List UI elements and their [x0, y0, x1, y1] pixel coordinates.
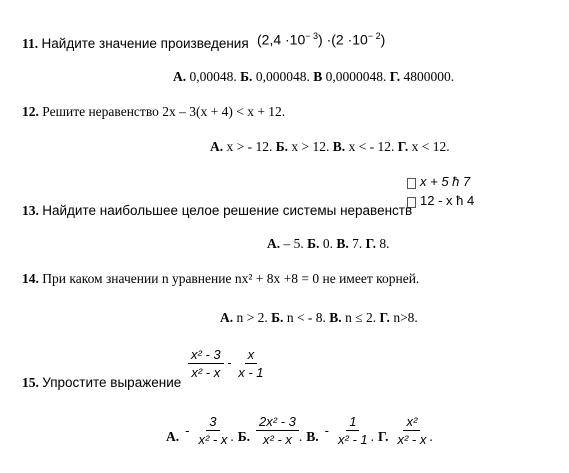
answers-15 [166, 414, 433, 447]
answer-a [166, 414, 234, 447]
answer-a-fraction [185, 414, 230, 447]
answer-value: x > - 12. [226, 139, 273, 154]
answer-letter: Г. [389, 69, 401, 84]
answer-value: 0,000048. [255, 69, 310, 84]
answer-value: x < 12. [411, 139, 450, 154]
answer-d [378, 414, 433, 447]
answer-letter: В. [336, 236, 349, 251]
answer-value: n > 2. [236, 310, 268, 325]
answer-letter: А. [220, 310, 234, 325]
question-number: 11. [22, 36, 39, 51]
fraction-denominator: x - 1 [238, 365, 264, 380]
question-text: Упростите выражение [42, 375, 182, 390]
answer-separator: . [298, 429, 303, 444]
answer-value: n < - 8. [286, 310, 326, 325]
answer-letter: Г. [365, 236, 377, 251]
question-12 [22, 104, 285, 120]
answer-letter: А. [267, 236, 281, 251]
answer-letter: Б. [275, 139, 289, 154]
system-line-2 [407, 193, 474, 209]
answer-sign: - [185, 423, 190, 438]
answer-letter: Б. [307, 236, 320, 251]
fraction-2 [235, 347, 266, 380]
fraction-numerator: 3 [206, 414, 219, 431]
expr-part-a: (2,4 ·10 [257, 31, 306, 48]
question-text: Найдите значение произведения [41, 36, 249, 51]
fraction-denominator: x² - x [198, 432, 228, 447]
answer-letter: В. [306, 429, 319, 444]
simplify-expression [188, 347, 267, 380]
answer-letter: Г. [379, 310, 390, 325]
fraction-numerator: x² [403, 414, 420, 431]
question-13 [22, 203, 412, 219]
minus-sign: - [227, 354, 232, 370]
answer-b-fraction [256, 414, 299, 447]
answer-value: – 5. [283, 236, 304, 251]
answer-letter: Г. [397, 139, 409, 154]
question-text: Решите неравенство 2x – 3(x + 4) < x + 12. [42, 104, 286, 119]
answer-c-fraction [325, 414, 371, 447]
expr-part-mid: ) ·(2 ·10 [318, 31, 368, 48]
answer-letter: Г. [378, 429, 389, 444]
answer-separator: . [370, 429, 374, 444]
question-11 [22, 36, 249, 52]
answer-letter: В. [332, 139, 346, 154]
answer-value: 8. [379, 236, 390, 251]
inequality-system [407, 174, 474, 209]
answer-value: 4800000. [403, 69, 455, 84]
product-expression [257, 31, 385, 48]
question-14 [22, 271, 419, 287]
system-line-1-text: x + 5 ħ 7 [420, 174, 471, 189]
question-number: 13. [22, 203, 39, 218]
answer-d-fraction [394, 414, 429, 447]
question-number: 12. [22, 104, 39, 119]
system-line-1 [407, 174, 474, 190]
answer-letter: А. [210, 139, 224, 154]
answers-12 [210, 139, 450, 155]
answer-value: 0,00048. [189, 69, 237, 84]
answer-letter: Б. [237, 429, 251, 444]
answer-value: x > 12. [291, 139, 330, 154]
fraction-denominator: x² - x [397, 432, 427, 447]
answers-14 [220, 310, 418, 326]
answer-value: 7. [352, 236, 363, 251]
fraction-denominator: x² - 1 [338, 432, 368, 447]
answers-11 [173, 69, 454, 85]
answer-letter: В. [329, 310, 342, 325]
fraction-numerator: 1 [346, 414, 359, 431]
answer-letter: Б. [240, 69, 253, 84]
fraction-numerator: 2x² - 3 [256, 414, 299, 431]
exponent-a: − 3 [305, 31, 319, 41]
fraction-denominator: x² - x [263, 432, 292, 447]
question-number: 15. [22, 375, 39, 390]
answer-value: n ≤ 2. [345, 310, 377, 325]
answer-letter: В [313, 69, 323, 84]
answer-value: x < - 12. [348, 139, 395, 154]
answer-sign: - [324, 423, 329, 438]
fraction-1 [188, 347, 224, 380]
answer-separator: . [230, 429, 234, 444]
answer-value: 0. [322, 236, 333, 251]
answer-c [306, 414, 374, 447]
answer-letter: А. [166, 429, 180, 444]
answer-value: n>8. [393, 310, 418, 325]
question-text: При каком значении n уравнение nx² + 8x +8 = 0 не имеет корней. [42, 271, 420, 286]
question-text: Найдите наибольшее целое решение системы неравенств [42, 203, 413, 218]
answer-value: 0,0000048. [325, 69, 387, 84]
fraction-numerator: x [245, 347, 258, 364]
answer-b [238, 414, 303, 447]
question-15 [22, 375, 181, 391]
answers-13 [267, 236, 390, 252]
missing-glyph-icon [407, 178, 416, 189]
answer-separator: . [429, 429, 433, 444]
question-number: 14. [22, 271, 39, 286]
system-line-2-text: 12 - x ħ 4 [420, 193, 475, 208]
exponent-b: − 2 [367, 31, 381, 41]
answer-letter: Б. [271, 310, 284, 325]
fraction-numerator: x² - 3 [188, 347, 224, 364]
fraction-denominator: x² - x [191, 365, 221, 380]
answer-letter: А. [173, 69, 187, 84]
expr-part-end: ) [380, 31, 386, 48]
